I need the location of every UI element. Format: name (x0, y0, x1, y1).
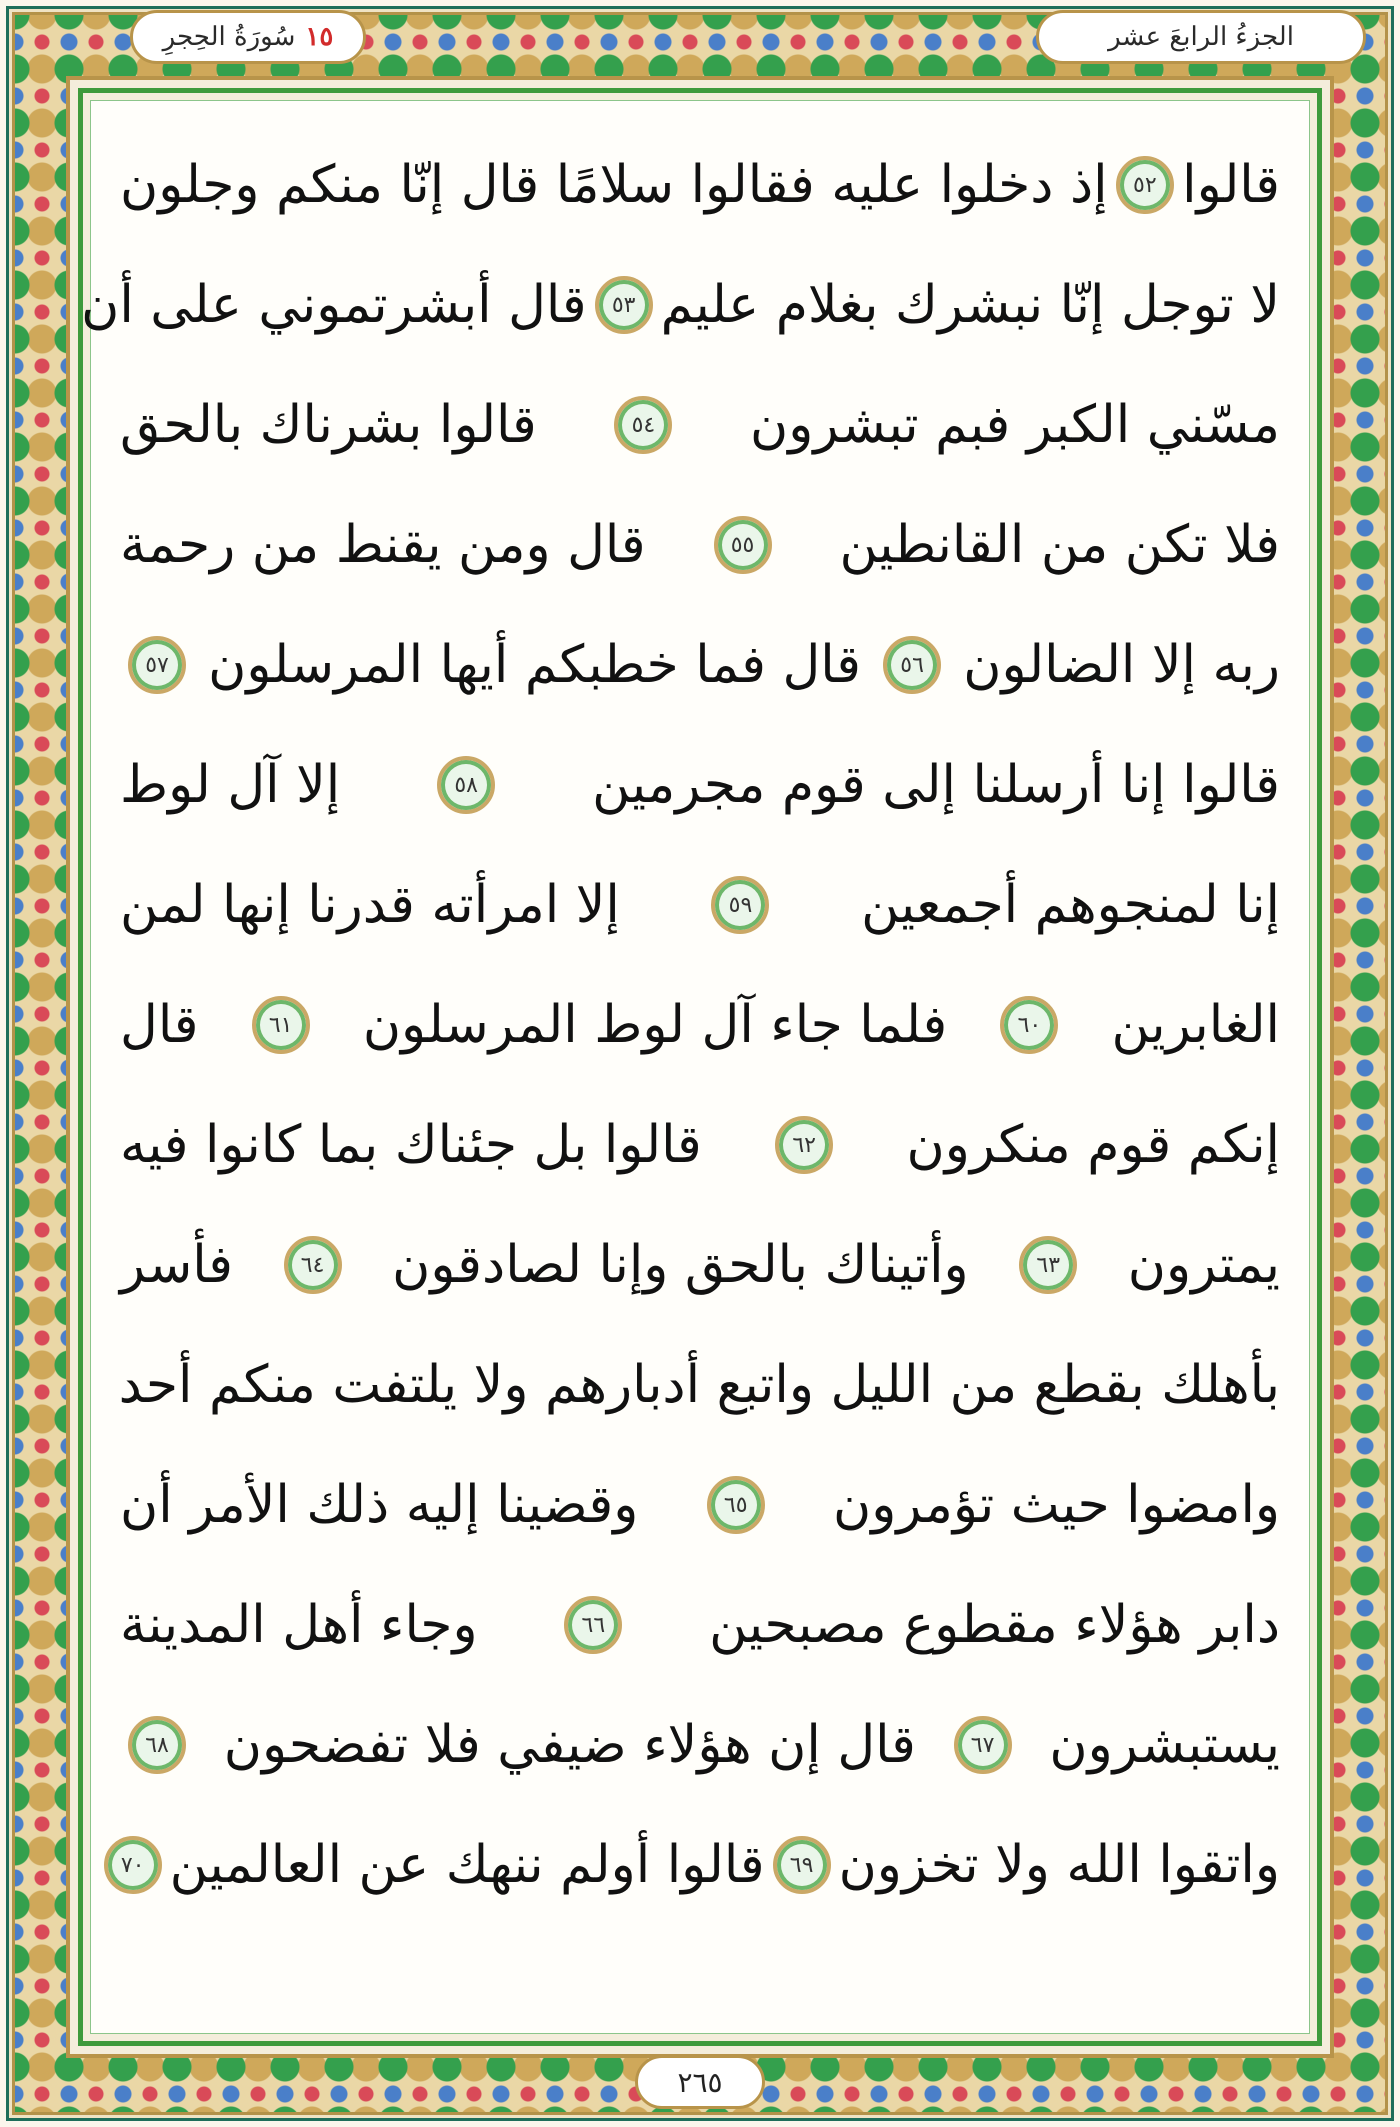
ayah-marker: ٥٤ (614, 396, 672, 454)
verse-text: قالوا بشرناك بالحق (120, 395, 537, 455)
verse-text: إنكم قوم منكرون (906, 1115, 1280, 1175)
verse-text: ربه إلا الضالون (963, 635, 1280, 695)
verse-text: قالوا (1182, 155, 1280, 215)
verse-line (120, 1445, 1280, 1565)
verse-text: وجاء أهل المدينة (120, 1595, 478, 1655)
ayah-marker: ٦٦ (564, 1596, 622, 1654)
verse-line (120, 1205, 1280, 1325)
page-number (635, 2055, 765, 2109)
verse-line (120, 125, 1280, 245)
ayah-marker: ٥٦ (883, 636, 941, 694)
verse-text: قال أبشرتموني على أن (81, 275, 587, 335)
verse-line (120, 1805, 1280, 1925)
verse-text: قال (120, 995, 199, 1055)
verse-line (120, 485, 1280, 605)
verse-text: إذ دخلوا عليه فقالوا سلامًا قال إنّا منكم وجلون (120, 155, 1108, 215)
page-number-text: ٢٦٥ (677, 2065, 723, 2099)
verse-text: فأسر (120, 1235, 233, 1295)
verse-line (81, 245, 1280, 365)
verse-line (120, 1565, 1280, 1685)
verse-text: واتقوا الله ولا تخزون (838, 1835, 1280, 1895)
ayah-marker: ٥٧ (128, 636, 186, 694)
ayah-marker: ٦٥ (707, 1476, 765, 1534)
verse-text: قال إن هؤلاء ضيفي فلا تفضحون (223, 1715, 916, 1775)
ayah-marker: ٦٧ (954, 1716, 1012, 1774)
ayah-marker: ٦٢ (775, 1116, 833, 1174)
verse-line (120, 1085, 1280, 1205)
verse-text: قالوا إنا أرسلنا إلى قوم مجرمين (592, 755, 1280, 815)
verse-text: مسّني الكبر فبم تبشرون (750, 395, 1280, 455)
verse-text: دابر هؤلاء مقطوع مصبحين (709, 1595, 1280, 1655)
ayah-marker: ٦٤ (284, 1236, 342, 1294)
verse-text: قالوا أولم ننهك عن العالمين (169, 1835, 765, 1895)
ayah-marker: ٧٠ (104, 1836, 162, 1894)
ayah-marker: ٥٥ (714, 516, 772, 574)
verse-text: إلا آل لوط (120, 755, 341, 815)
verse-text: فلما جاء آل لوط المرسلون (362, 995, 948, 1055)
verse-text: إنا لمنجوهم أجمعين (861, 875, 1280, 935)
verse-text: قال ومن يقنط من رحمة (120, 515, 646, 575)
sura-title: سُورَةُ الحِجرِ (162, 22, 296, 52)
verse-line (120, 365, 1280, 485)
verse-line (120, 845, 1280, 965)
juz-label (1036, 10, 1366, 64)
verse-line (120, 725, 1280, 845)
verse-text: وقضينا إليه ذلك الأمر أن (120, 1475, 639, 1535)
ayah-marker: ٥٣ (595, 276, 653, 334)
juz-title: الجزءُ الرابعَ عشر (1108, 22, 1294, 52)
ayah-marker: ٥٩ (711, 876, 769, 934)
ayah-marker: ٦٨ (128, 1716, 186, 1774)
ayah-marker: ٦٠ (1000, 996, 1058, 1054)
verse-line (120, 605, 1280, 725)
verse-line (120, 1685, 1280, 1805)
verse-text: قالوا بل جئناك بما كانوا فيه (120, 1115, 702, 1175)
ayah-marker: ٦٩ (773, 1836, 831, 1894)
ayah-marker: ٦١ (252, 996, 310, 1054)
verse-line (120, 965, 1280, 1085)
verse-text: قال فما خطبكم أيها المرسلون (208, 635, 861, 695)
verse-text: إلا امرأته قدرنا إنها لمن (120, 875, 620, 935)
ayah-marker: ٥٨ (437, 756, 495, 814)
verse-text: وأتيناك بالحق وإنا لصادقون (392, 1235, 969, 1295)
sura-label (130, 10, 366, 64)
verse-text: لا توجل إنّا نبشرك بغلام عليم (660, 275, 1280, 335)
ayah-marker: ٥٢ (1116, 156, 1174, 214)
verse-text: بأهلك بقطع من الليل واتبع أدبارهم ولا يلتفت منكم أحد (118, 1355, 1280, 1415)
verse-text: فلا تكن من القانطين (839, 515, 1280, 575)
verse-text: الغابرين (1111, 995, 1280, 1055)
sura-number: ١٥ (305, 22, 334, 52)
verse-text: يمترون (1127, 1235, 1280, 1295)
ayah-marker: ٦٣ (1019, 1236, 1077, 1294)
verse-line (120, 1325, 1280, 1445)
verse-text: وامضوا حيث تؤمرون (833, 1475, 1280, 1535)
verse-text: يستبشرون (1049, 1715, 1280, 1775)
verse-lines (81, 125, 1280, 1925)
